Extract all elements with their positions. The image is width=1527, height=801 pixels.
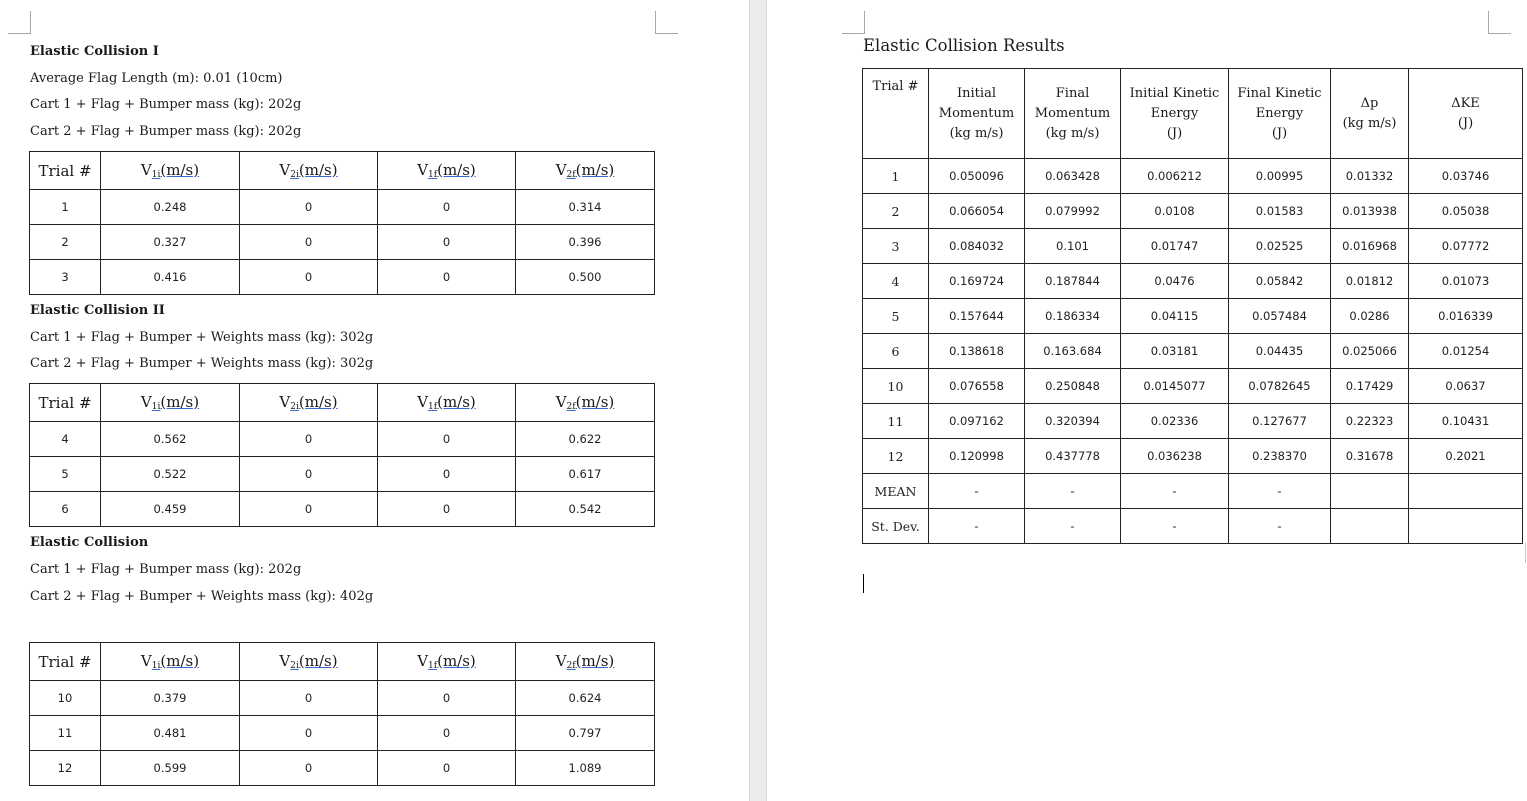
results-header-final-ke-line: Energy [1255, 105, 1304, 121]
header-v2f-unit: (m/s) [575, 161, 615, 179]
results-row-label: 3 [863, 229, 929, 264]
results-cell: 0.063428 [1025, 159, 1121, 194]
results-header-init-ke-line: (J) [1166, 125, 1183, 141]
results-cell: - [1121, 474, 1229, 509]
table-cell: 0 [378, 422, 516, 457]
results-cell: 0.016339 [1409, 299, 1523, 334]
header-v2f-symbol: V [555, 161, 567, 179]
results-cell: 0.0476 [1121, 264, 1229, 299]
table-cell: 12 [30, 751, 101, 786]
results-header-dp-line: Δp [1360, 95, 1379, 111]
results-cell: - [1025, 474, 1121, 509]
table-row [30, 681, 655, 716]
results-cell: - [1229, 474, 1331, 509]
results-header-init-ke [1121, 69, 1229, 159]
results-row-label: 5 [863, 299, 929, 334]
header-v1f-symbol: V [417, 652, 429, 670]
section-title-elastic-collision-1: Elastic Collision I [30, 44, 159, 59]
header-v1f [378, 384, 516, 422]
crop-mark-top-left [8, 11, 31, 34]
results-cell: 0.02525 [1229, 229, 1331, 264]
results-cell: 0.101 [1025, 229, 1121, 264]
table-cell: 0.542 [516, 492, 655, 527]
results-cell: 0.0637 [1409, 369, 1523, 404]
header-v1f [378, 152, 516, 190]
table-cell: 4 [30, 422, 101, 457]
header-v1f-symbol: V [417, 161, 429, 179]
table-cell: 0 [240, 225, 378, 260]
results-cell: 0.03746 [1409, 159, 1523, 194]
cart2-mass-line: Cart 2 + Flag + Bumper mass (kg): 202g [30, 124, 302, 139]
header-trial [30, 384, 101, 422]
table-cell: 0 [240, 681, 378, 716]
cart2-weighted-mass-line: Cart 2 + Flag + Bumper + Weights mass (kg): 302g [30, 356, 374, 371]
results-cell: 0.097162 [929, 404, 1025, 439]
header-v2i [240, 152, 378, 190]
header-v1i-subscript: 1i [151, 170, 161, 180]
header-v2f-subscript: 2f [566, 402, 576, 412]
results-header-final-mom-line: (kg m/s) [1045, 125, 1100, 141]
results-cell [1331, 474, 1409, 509]
results-row [863, 334, 1523, 369]
results-cell: 0.187844 [1025, 264, 1121, 299]
results-row [863, 439, 1523, 474]
header-v1i [101, 643, 240, 681]
header-v2f-symbol: V [555, 652, 567, 670]
table-cell: 0.379 [101, 681, 240, 716]
results-cell: 0.0145077 [1121, 369, 1229, 404]
table-cell: 0.624 [516, 681, 655, 716]
results-cell [1409, 474, 1523, 509]
results-cell: 0.01332 [1331, 159, 1409, 194]
results-cell: 0.320394 [1025, 404, 1121, 439]
header-v1i-subscript: 1i [151, 402, 161, 412]
header-v2f [516, 384, 655, 422]
section-title-elastic-collision-3: Elastic Collision [30, 535, 149, 550]
table-cell: 2 [30, 225, 101, 260]
table-cell: 5 [30, 457, 101, 492]
header-row [30, 643, 655, 681]
table-cell: 0.617 [516, 457, 655, 492]
table-cell: 0.562 [101, 422, 240, 457]
table-cell: 0.500 [516, 260, 655, 295]
results-row [863, 404, 1523, 439]
results-row-label: 4 [863, 264, 929, 299]
header-v1f-subscript: 1f [428, 170, 438, 180]
table-cell: 0.459 [101, 492, 240, 527]
results-cell: 0.186334 [1025, 299, 1121, 334]
table-row [30, 716, 655, 751]
results-cell: 0.163.684 [1025, 334, 1121, 369]
header-v2f-unit: (m/s) [575, 393, 615, 411]
results-cell: 0.036238 [1121, 439, 1229, 474]
results-header-init-mom-line: Momentum [938, 105, 1015, 121]
results-row [863, 194, 1523, 229]
table-row [30, 492, 655, 527]
results-cell: 0.05038 [1409, 194, 1523, 229]
header-v1i-subscript: 1i [151, 661, 161, 671]
results-title: Elastic Collision Results [863, 36, 1065, 55]
page-edge-mark [1525, 543, 1526, 563]
table-cell: 0 [378, 190, 516, 225]
header-v1i-symbol: V [140, 393, 152, 411]
header-v2i-subscript: 2i [290, 661, 299, 671]
results-cell: 0.066054 [929, 194, 1025, 229]
header-v2i-subscript: 2i [290, 170, 299, 180]
results-header-init-mom [929, 69, 1025, 159]
header-v2i [240, 384, 378, 422]
table-row [30, 260, 655, 295]
results-row [863, 299, 1523, 334]
results-cell: 0.0782645 [1229, 369, 1331, 404]
header-v1i [101, 152, 240, 190]
header-trial-label: Trial # [38, 393, 92, 412]
table-cell: 0.416 [101, 260, 240, 295]
results-row [863, 159, 1523, 194]
velocity-table-3 [29, 642, 655, 786]
results-cell: 0.084032 [929, 229, 1025, 264]
results-cell: 0.0108 [1121, 194, 1229, 229]
header-v2f-symbol: V [555, 393, 567, 411]
results-cell: 0.01747 [1121, 229, 1229, 264]
results-cell: 0.01583 [1229, 194, 1331, 229]
results-header-row [863, 69, 1523, 159]
results-cell: - [1025, 509, 1121, 544]
results-header-init-ke-line: Energy [1150, 105, 1199, 121]
table-row [30, 190, 655, 225]
results-row-label: 10 [863, 369, 929, 404]
page-gutter [749, 0, 767, 801]
table-cell: 3 [30, 260, 101, 295]
header-v1f-unit: (m/s) [437, 652, 476, 670]
results-cell: 0.17429 [1331, 369, 1409, 404]
results-row-label: MEAN [863, 474, 929, 509]
results-cell: 0.03181 [1121, 334, 1229, 369]
header-v1i-symbol: V [140, 652, 152, 670]
header-v1i-unit: (m/s) [160, 652, 200, 670]
results-header-final-mom-line: Final [1055, 85, 1090, 101]
results-cell: 0.31678 [1331, 439, 1409, 474]
table-cell: 0 [240, 260, 378, 295]
results-cell: 0.05842 [1229, 264, 1331, 299]
table-cell: 0.797 [516, 716, 655, 751]
header-v2i-unit: (m/s) [298, 652, 338, 670]
results-cell: 0.025066 [1331, 334, 1409, 369]
results-cell: 0.0286 [1331, 299, 1409, 334]
results-cell: 0.076558 [929, 369, 1025, 404]
results-header-trial-label: Trial # [872, 79, 919, 94]
results-cell: 0.050096 [929, 159, 1025, 194]
results-cell: 0.01254 [1409, 334, 1523, 369]
results-cell: 0.138618 [929, 334, 1025, 369]
results-header-trial [863, 69, 929, 159]
header-v2i-subscript: 2i [290, 402, 299, 412]
results-cell: 0.00995 [1229, 159, 1331, 194]
table-cell: 0 [378, 260, 516, 295]
header-v2i-symbol: V [279, 393, 291, 411]
table-cell: 0 [378, 457, 516, 492]
table-row [30, 751, 655, 786]
table-row [30, 225, 655, 260]
table-cell: 0.314 [516, 190, 655, 225]
results-cell: 0.04435 [1229, 334, 1331, 369]
results-cell: - [929, 474, 1025, 509]
table-cell: 0.622 [516, 422, 655, 457]
header-v1i-symbol: V [140, 161, 152, 179]
results-cell: 0.006212 [1121, 159, 1229, 194]
table-cell: 0.396 [516, 225, 655, 260]
header-v1f-subscript: 1f [428, 402, 438, 412]
results-header-dp-line: (kg m/s) [1342, 115, 1397, 131]
header-row [30, 384, 655, 422]
cart1-weighted-mass-line: Cart 1 + Flag + Bumper + Weights mass (kg): 302g [30, 330, 374, 345]
results-row-label: 2 [863, 194, 929, 229]
header-v2f-subscript: 2f [566, 170, 576, 180]
table-cell: 1 [30, 190, 101, 225]
table-cell: 0.599 [101, 751, 240, 786]
section-title-elastic-collision-2: Elastic Collision II [30, 303, 165, 318]
results-cell: 0.04115 [1121, 299, 1229, 334]
table-cell: 0 [240, 422, 378, 457]
results-header-final-ke [1229, 69, 1331, 159]
results-cell: 0.437778 [1025, 439, 1121, 474]
table-cell: 0 [240, 492, 378, 527]
header-v2f [516, 643, 655, 681]
results-cell: 0.07772 [1409, 229, 1523, 264]
header-v1f-unit: (m/s) [437, 161, 476, 179]
table-cell: 0 [378, 225, 516, 260]
results-cell: 0.157644 [929, 299, 1025, 334]
results-table [862, 68, 1523, 544]
results-row [863, 264, 1523, 299]
header-v2f [516, 152, 655, 190]
results-cell: 0.079992 [1025, 194, 1121, 229]
results-cell: 0.120998 [929, 439, 1025, 474]
cart1-mass-line: Cart 1 + Flag + Bumper mass (kg): 202g [30, 97, 302, 112]
table-cell: 0.481 [101, 716, 240, 751]
results-cell: - [929, 509, 1025, 544]
results-header-dke [1409, 69, 1523, 159]
table-cell: 1.089 [516, 751, 655, 786]
results-row [863, 474, 1523, 509]
results-cell: - [1229, 509, 1331, 544]
header-v1i-unit: (m/s) [160, 161, 200, 179]
header-v2i [240, 643, 378, 681]
table-cell: 0.327 [101, 225, 240, 260]
table-cell: 0 [240, 716, 378, 751]
results-header-dke-line: (J) [1457, 115, 1474, 131]
results-cell: 0.016968 [1331, 229, 1409, 264]
table-cell: 0 [378, 716, 516, 751]
results-row-label: 1 [863, 159, 929, 194]
header-v1f-subscript: 1f [428, 661, 438, 671]
cart1-mass-line-3: Cart 1 + Flag + Bumper mass (kg): 202g [30, 562, 302, 577]
header-v1f-symbol: V [417, 393, 429, 411]
velocity-table-1 [29, 151, 655, 295]
table-cell: 0.522 [101, 457, 240, 492]
results-cell: 0.01812 [1331, 264, 1409, 299]
crop-mark-top-right [655, 11, 678, 34]
results-cell: 0.250848 [1025, 369, 1121, 404]
header-v2i-unit: (m/s) [298, 393, 338, 411]
crop-mark-top-right [1488, 11, 1511, 34]
results-header-init-mom-line: (kg m/s) [949, 125, 1004, 141]
table-cell: 11 [30, 716, 101, 751]
results-cell: 0.22323 [1331, 404, 1409, 439]
header-v1f-unit: (m/s) [437, 393, 476, 411]
results-header-init-mom-line: Initial [957, 85, 996, 101]
results-cell: 0.02336 [1121, 404, 1229, 439]
header-v1f [378, 643, 516, 681]
table-row [30, 422, 655, 457]
table-cell: 0 [378, 681, 516, 716]
header-v1i [101, 384, 240, 422]
results-cell: 0.10431 [1409, 404, 1523, 439]
table-cell: 0 [240, 457, 378, 492]
results-row-label: 11 [863, 404, 929, 439]
velocity-table-2 [29, 383, 655, 527]
table-cell: 0.248 [101, 190, 240, 225]
results-row [863, 509, 1523, 544]
results-header-final-mom [1025, 69, 1121, 159]
results-cell: 0.01073 [1409, 264, 1523, 299]
results-cell: - [1121, 509, 1229, 544]
table-cell: 0 [240, 190, 378, 225]
crop-mark-top-left [842, 11, 865, 34]
left-document-page [0, 0, 749, 801]
header-v2i-symbol: V [279, 161, 291, 179]
table-cell: 0 [240, 751, 378, 786]
header-v1i-unit: (m/s) [160, 393, 200, 411]
results-cell: 0.2021 [1409, 439, 1523, 474]
results-cell: 0.127677 [1229, 404, 1331, 439]
results-header-final-ke-line: Final Kinetic [1237, 85, 1322, 101]
results-cell: 0.169724 [929, 264, 1025, 299]
results-cell: 0.238370 [1229, 439, 1331, 474]
header-trial [30, 152, 101, 190]
results-row-label: St. Dev. [863, 509, 929, 544]
header-v2i-symbol: V [279, 652, 291, 670]
header-trial-label: Trial # [38, 652, 92, 671]
results-row-label: 6 [863, 334, 929, 369]
table-cell: 10 [30, 681, 101, 716]
results-cell: 0.057484 [1229, 299, 1331, 334]
header-v2f-subscript: 2f [566, 661, 576, 671]
table-row [30, 457, 655, 492]
header-row [30, 152, 655, 190]
results-header-final-mom-line: Momentum [1034, 105, 1111, 121]
results-header-dp [1331, 69, 1409, 159]
text-cursor [863, 574, 864, 593]
results-cell [1331, 509, 1409, 544]
flag-length-line: Average Flag Length (m): 0.01 (10cm) [30, 71, 283, 86]
results-row-label: 12 [863, 439, 929, 474]
results-header-final-ke-line: (J) [1271, 125, 1288, 141]
table-cell: 6 [30, 492, 101, 527]
header-trial [30, 643, 101, 681]
header-trial-label: Trial # [38, 161, 92, 180]
header-v2i-unit: (m/s) [298, 161, 338, 179]
table-cell: 0 [378, 492, 516, 527]
results-row [863, 369, 1523, 404]
results-header-dke-line: ΔKE [1451, 95, 1480, 111]
results-row [863, 229, 1523, 264]
table-cell: 0 [378, 751, 516, 786]
results-cell [1409, 509, 1523, 544]
header-v2f-unit: (m/s) [575, 652, 615, 670]
results-cell: 0.013938 [1331, 194, 1409, 229]
cart2-weighted-mass-line-3: Cart 2 + Flag + Bumper + Weights mass (kg): 402g [30, 589, 374, 604]
results-header-init-ke-line: Initial Kinetic [1129, 85, 1220, 101]
